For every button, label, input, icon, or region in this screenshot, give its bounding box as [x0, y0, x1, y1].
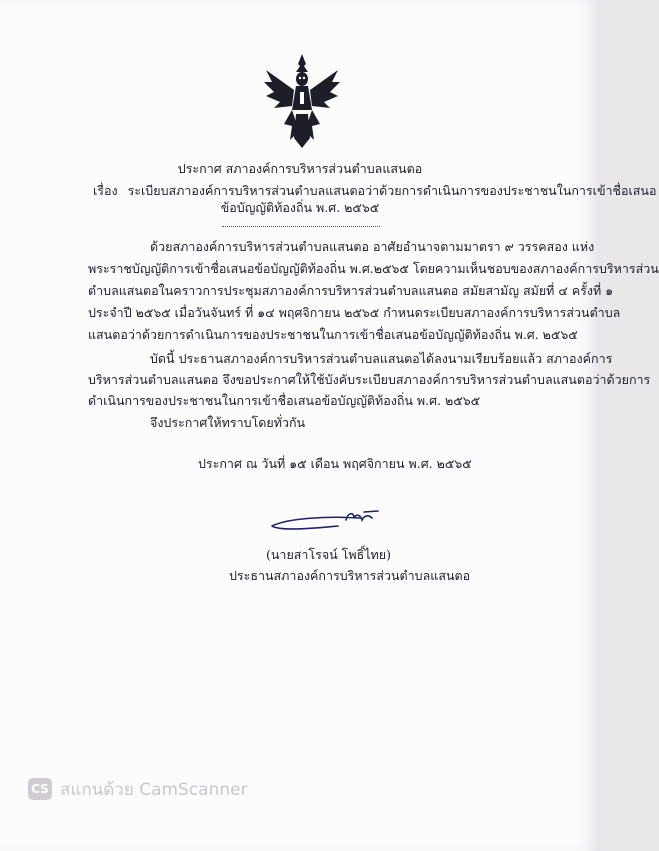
- paragraph-line: บัดนี้ ประธานสภาองค์การบริหารส่วนตำบลแสนตอได้ลงนามเรียบร้อยแล้ว สภาองค์การ: [150, 351, 613, 366]
- paragraph-line: ประจำปี ๒๕๖๕ เมื่อวันจันทร์ ที่ ๑๔ พฤศจิกายน ๒๕๖๕ กำหนดระเบียบสภาองค์การบริหารส่วนตำบล: [88, 305, 621, 320]
- paragraph-line: ด้วยสภาองค์การบริหารส่วนตำบลแสนตอ อาศัยอำนาจตามมาตรา ๙ วรรคสอง แห่ง: [150, 239, 595, 254]
- signer-position: ประธานสภาองค์การบริหารส่วนตำบลแสนตอ: [229, 568, 471, 583]
- paragraph-line: ตำบลแสนตอในคราวการประชุมสภาองค์การบริหารส่วนตำบลแสนตอ สมัยสามัญ สมัยที่ ๔ ครั้งที่ ๑: [88, 283, 614, 298]
- signer-name: (นายสาโรจน์ โพธิ์ไทย): [266, 547, 391, 562]
- announcement-title: ประกาศ สภาองค์การบริหารส่วนตำบลแสนตอ: [177, 161, 423, 176]
- dotted-separator: [222, 226, 380, 227]
- paragraph-line: จึงประกาศให้ทราบโดยทั่วกัน: [150, 415, 306, 430]
- camscanner-logo-icon: CS: [28, 778, 52, 800]
- paragraph-line: พระราชบัญญัติการเข้าชื่อเสนอข้อบัญญัติท้องถิ่น พ.ศ.๒๕๖๕ โดยความเห็นชอบของสภาองค์การบริหารส่วน: [88, 261, 659, 276]
- paragraph-line: ดำเนินการของประชาชนในการเข้าชื่อเสนอข้อบัญญัติท้องถิ่น พ.ศ. ๒๕๖๕: [88, 393, 481, 408]
- watermark-text: สแกนด้วย CamScanner: [60, 779, 248, 800]
- paragraph-line: บริหารส่วนตำบลแสนตอ จึงขอประกาศให้ใช้บังคับระเบียบสภาองค์การบริหารส่วนตำบลแสนตอว่าด้วยการ: [88, 372, 651, 387]
- garuda-emblem-icon: [262, 52, 342, 152]
- paragraph-line: แสนตอว่าด้วยการดำเนินการของประชาชนในการเข้าชื่อเสนอข้อบัญญัติท้องถิ่น พ.ศ. ๒๕๖๕: [88, 327, 578, 342]
- handwritten-signature: [268, 508, 388, 536]
- announcement-date: ประกาศ ณ วันที่ ๑๕ เดือน พฤศจิกายน พ.ศ. ๒๕๖๕: [198, 456, 472, 471]
- subject-continuation: ข้อบัญญัติท้องถิ่น พ.ศ. ๒๕๖๕: [220, 200, 380, 215]
- subject-line: [93, 182, 656, 199]
- camscanner-watermark: [28, 776, 248, 802]
- subject-label: เรื่อง: [93, 183, 118, 198]
- subject-text: ระเบียบสภาองค์การบริหารส่วนตำบลแสนตอว่าด้วยการดำเนินการของประชาชนในการเข้าชื่อเสนอ: [127, 183, 657, 198]
